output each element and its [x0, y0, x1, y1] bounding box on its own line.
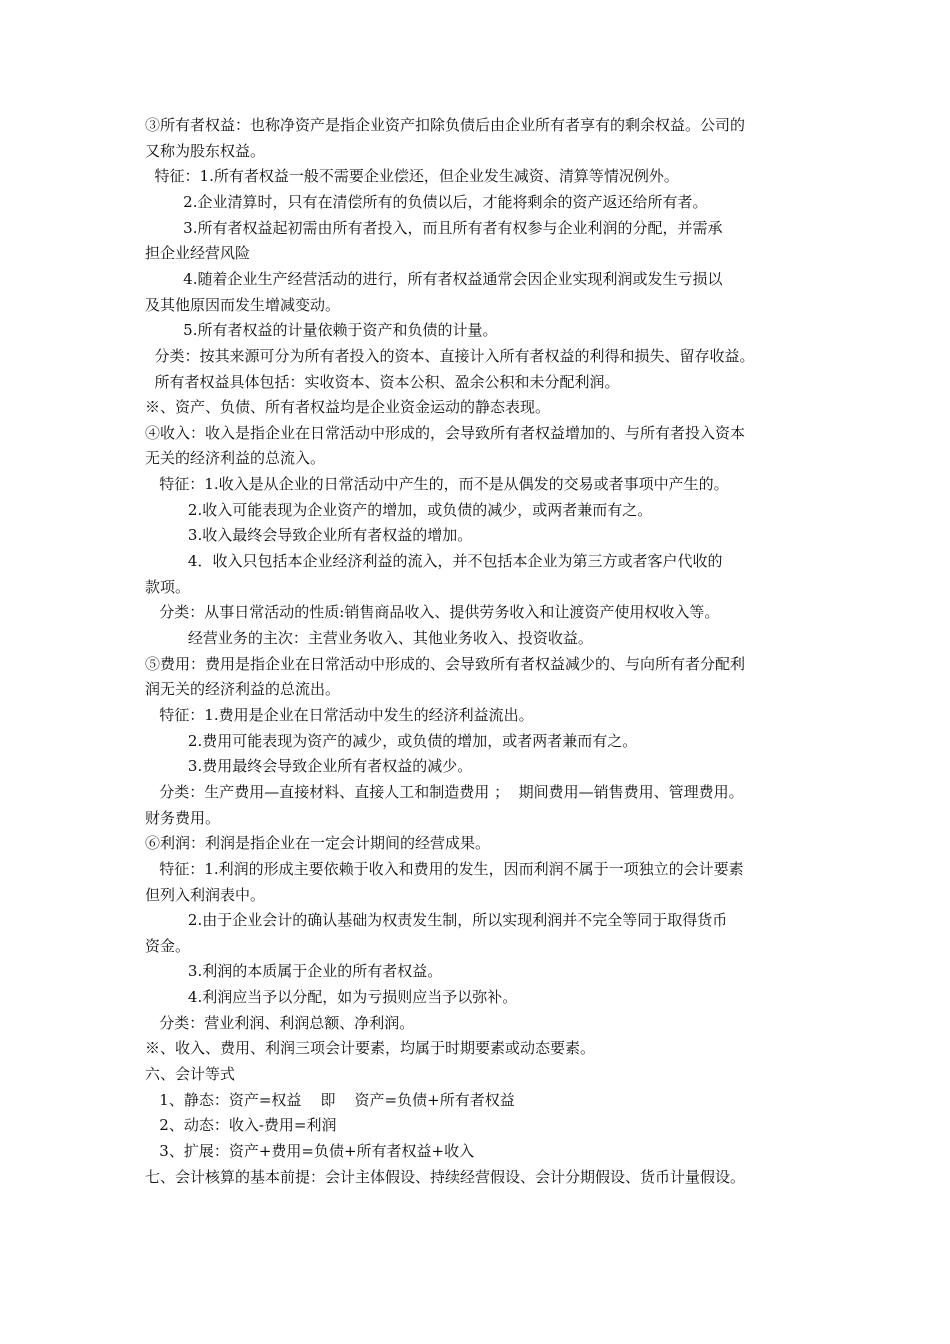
- text-line: 3.费用最终会导致企业所有者权益的减少。: [145, 757, 473, 776]
- text-line: 分类：按其来源可分为所有者投入的资本、直接计入所有者权益的利得和损失、留存收益。: [145, 346, 755, 365]
- text-line: 3.收入最终会导致企业所有者权益的增加。: [145, 526, 473, 545]
- text-line: 款项。: [145, 577, 191, 596]
- text-line: 经营业务的主次：主营业务收入、其他业务收入、投资收益。: [145, 629, 593, 647]
- text-line: 无关的经济利益的总流入。: [145, 449, 326, 468]
- text-line: 但列入利润表中。: [145, 885, 266, 904]
- text-line: ④收入：收入是指企业在日常活动中形成的，会导致所有者权益增加的、与所有者投入资本: [145, 423, 746, 442]
- text-line: 特征：1.费用是企业在日常活动中发生的经济利益流出。: [145, 705, 534, 724]
- text-line: 5.所有者权益的计量依赖于资产和负债的计量。: [145, 321, 498, 340]
- text-line: ③所有者权益：也称净资产是指企业资产扣除负债后由企业所有者享有的剩余权益。公司的: [145, 116, 746, 134]
- text-line: 又称为股东权益。: [145, 141, 266, 160]
- text-line: 资金。: [145, 936, 191, 955]
- text-line: 担企业经营风险: [145, 244, 251, 263]
- text-line: 所有者权益具体包括：实收资本、资本公积、盈余公积和未分配利润。: [145, 372, 620, 391]
- text-line: 3.利润的本质属于企业的所有者权益。: [145, 962, 443, 981]
- text-line: 财务费用。: [145, 808, 221, 827]
- text-line: 4．收入只包括本企业经济利益的流入，并不包括本企业为第三方或者客户代收的: [145, 552, 723, 571]
- text-line: 2.收入可能表现为企业资产的增加，或负债的减少，或两者兼而有之。: [145, 500, 653, 519]
- text-line: ⑥利润：利润是指企业在一定会计期间的经营成果。: [145, 834, 491, 853]
- text-line: 分类：从事日常活动的性质:销售商品收入、提供劳务收入和让渡资产使用权收入等。: [145, 603, 720, 622]
- text-line: 2.费用可能表现为资产的减少，或负债的增加，或者两者兼而有之。: [145, 731, 638, 750]
- text-line: 2.企业清算时，只有在清偿所有的负债以后，才能将剩余的资产返还给所有者。: [145, 192, 708, 211]
- text-line: 1、静态：资产=权益 即 资产=负债+所有者权益: [145, 1090, 515, 1109]
- text-line: 2.由于企业会计的确认基础为权责发生制，所以实现利润并不完全等同于取得货币: [145, 911, 728, 930]
- text-line: 特征：1.利润的形成主要依赖于收入和费用的发生，因而利润不属于一项独立的会计要素: [145, 859, 744, 878]
- text-line: 及其他原因而发生增减变动。: [145, 295, 341, 314]
- text-line: 分类：生产费用—直接材料、直接人工和制造费用 ； 期间费用—销售费用、管理费用。: [145, 782, 744, 801]
- text-line: ※、资产、负债、所有者权益均是企业资金运动的静态表现。: [145, 398, 551, 417]
- text-line: ※、收入、费用、利润三项会计要素，均属于时期要素或动态要素。: [145, 1039, 596, 1058]
- text-line: 4.随着企业生产经营活动的进行，所有者权益通常会因企业实现利润或发生亏损以: [145, 269, 723, 288]
- text-line: 特征：1.收入是从企业的日常活动中产生的，而不是从偶发的交易或者事项中产生的。: [145, 475, 729, 494]
- text-line: 4.利润应当予以分配，如为亏损则应当予以弥补。: [145, 988, 518, 1007]
- text-line: 六、会计等式: [145, 1065, 236, 1084]
- text-line: 特征：1.所有者权益一般不需要企业偿还，但企业发生减资、清算等情况例外。: [145, 167, 679, 186]
- text-line: 3.所有者权益起初需由所有者投入，而且所有者有权参与企业利润的分配，并需承: [145, 218, 723, 237]
- text-line: ⑤费用：费用是指企业在日常活动中形成的、会导致所有者权益减少的、与向所有者分配利: [145, 654, 746, 673]
- text-line: 七、会计核算的基本前提：会计主体假设、持续经营假设、会计分期假设、货币计量假设。: [145, 1167, 746, 1186]
- text-line: 2、动态：收入-费用=利润: [145, 1116, 337, 1135]
- text-line: 分类：营业利润、利润总额、净利润。: [145, 1013, 415, 1032]
- text-line: 润无关的经济利益的总流出。: [145, 680, 341, 699]
- text-line: 3、扩展：资产+费用=负债+所有者权益+收入: [145, 1142, 475, 1160]
